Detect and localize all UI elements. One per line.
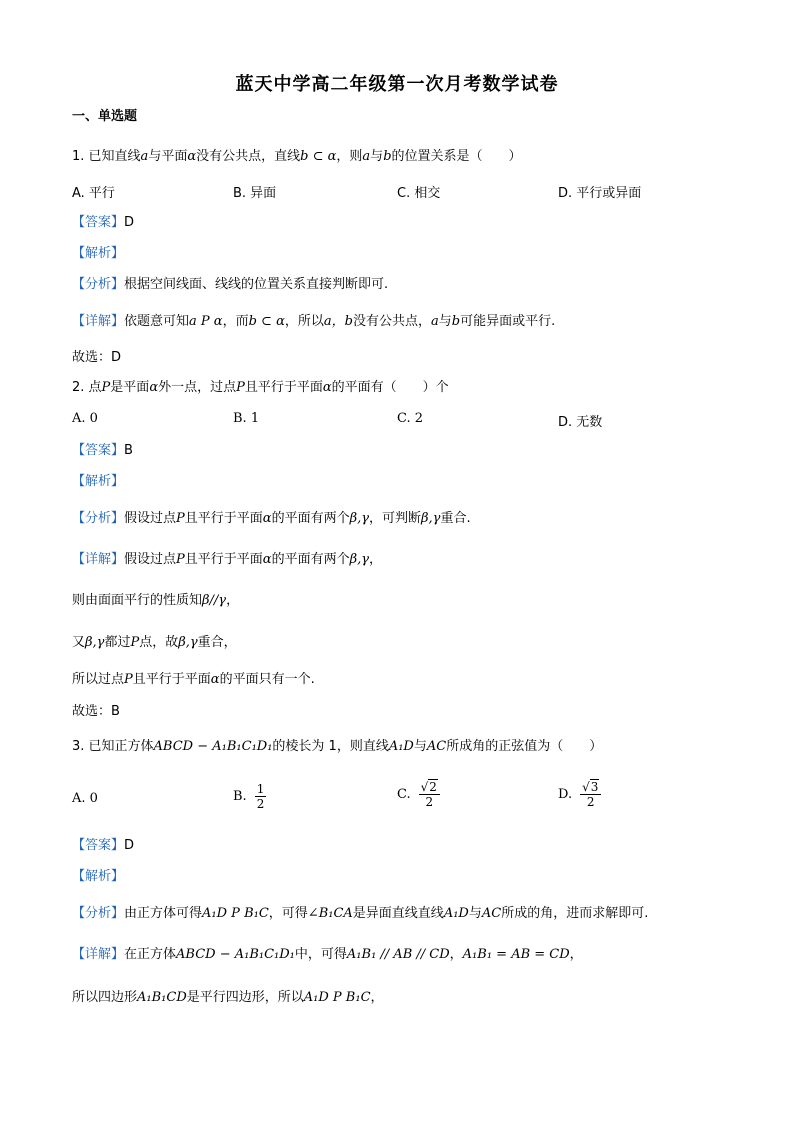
text: ，则 [336, 149, 363, 164]
text: 的位置关系是（ ） [391, 149, 522, 164]
text: 1. 已知直线 [72, 149, 141, 164]
numerator: 1 [256, 782, 265, 796]
math: ∠B₁CA [307, 906, 353, 921]
answer-value: B [124, 443, 133, 458]
text: 假设过点 [124, 552, 177, 567]
math: P [130, 635, 140, 650]
fraction [419, 780, 440, 809]
question-2-detail [72, 551, 382, 569]
math: β,γ [349, 552, 370, 567]
numerator [419, 780, 440, 795]
text: ，所以 [284, 314, 324, 329]
math: α [262, 511, 272, 526]
question-2-fenxi [72, 510, 471, 528]
question-3-detail-line2 [72, 989, 384, 1007]
question-2-detail-line2 [72, 592, 239, 610]
text: 的平面有（ ）个 [331, 380, 449, 395]
option-a: A. 0 [72, 411, 98, 426]
fenxi-label: 【分析】 [72, 511, 125, 526]
analysis-label: 【解析】 [72, 869, 125, 884]
math: β,γ [421, 511, 441, 526]
xiangjie-label: 【详解】 [72, 947, 125, 962]
text: 且平行于平面 [184, 552, 263, 567]
math: b [383, 149, 392, 164]
text: 可能异面或平行. [460, 314, 556, 329]
text: 假设过点 [124, 511, 177, 526]
question-3-detail [72, 946, 583, 964]
math: a [140, 149, 149, 164]
math: α [187, 149, 197, 164]
question-2-stem [72, 379, 449, 397]
denominator: 2 [256, 797, 265, 811]
question-2-detail-line3 [72, 634, 237, 652]
option-label: D. [558, 787, 573, 802]
question-2-answer [72, 442, 133, 460]
analysis-label: 【解析】 [72, 246, 125, 261]
text: 没有公共点， [352, 314, 431, 329]
radicand: 2 [429, 780, 437, 794]
answer-value: D [124, 838, 135, 853]
text: 点，故 [139, 635, 179, 650]
question-3-analysis-label [72, 868, 124, 886]
question-3-fenxi [72, 905, 648, 923]
text: 是平行四边形，所以 [186, 990, 304, 1005]
option-c: C. 2 [397, 411, 424, 426]
text: 的平面只有一个. [219, 672, 315, 687]
answer-label: 【答案】 [72, 443, 125, 458]
text: 依题意可知 [124, 314, 190, 329]
fenxi-label: 【分析】 [72, 906, 125, 921]
text: ， [370, 990, 384, 1005]
text: 中，可得 [294, 947, 347, 962]
option-b: B. 异面 [233, 186, 277, 201]
math: P [101, 380, 111, 395]
math: a P α [189, 314, 223, 329]
math: β,γ [85, 635, 105, 650]
math: A₁B₁ = AB = CD [462, 947, 570, 962]
question-1-conclusion: 故选：D [72, 350, 122, 365]
text: 与 [468, 906, 482, 921]
text: 的平面有两个 [271, 511, 350, 526]
text: ，可得 [268, 906, 308, 921]
answer-label: 【答案】 [72, 215, 125, 230]
text: 且平行于平面 [244, 380, 323, 395]
math: b ⊂ α [248, 314, 285, 329]
denominator: 2 [425, 795, 434, 809]
option-label: B. [233, 789, 247, 804]
math: A₁B₁CD [137, 990, 187, 1005]
radicand: 3 [590, 780, 599, 794]
xiangjie-label: 【详解】 [72, 552, 125, 567]
text: ， [369, 552, 383, 567]
option-c [397, 780, 440, 809]
text: 是平面 [110, 380, 150, 395]
math: P [176, 511, 185, 526]
question-3-stem [72, 738, 602, 756]
text: 3. 已知正方体 [72, 739, 154, 754]
text: 都过 [104, 635, 131, 650]
question-1-detail [72, 313, 555, 331]
text: ， [226, 593, 240, 608]
question-1-analysis-label [72, 245, 124, 263]
question-1-fenxi [72, 276, 388, 294]
text: 所以四边形 [72, 990, 138, 1005]
math: a [430, 314, 439, 329]
option-d: D. 平行或异面 [558, 186, 642, 201]
text: 又 [72, 635, 86, 650]
math: b [451, 314, 461, 329]
math: b ⊂ α [300, 149, 337, 164]
text: 没有公共点，直线 [196, 149, 301, 164]
math: AC [481, 906, 502, 921]
math: a [362, 149, 371, 164]
option-c: C. 相交 [397, 186, 441, 201]
page-title: 蓝天中学高二年级第一次月考数学试卷 [235, 74, 559, 95]
text: 与 [413, 739, 427, 754]
math: β,γ [349, 511, 370, 526]
math: ABCD − A₁B₁C₁D₁ [153, 739, 273, 754]
text: 所成角的正弦值为（ ） [446, 739, 603, 754]
option-a: A. 平行 [72, 186, 115, 201]
text: ，可判断 [369, 511, 422, 526]
text: 外一点，过点 [158, 380, 237, 395]
sqrt-symbol: √3 [582, 780, 599, 794]
text: 所以过点 [72, 672, 125, 687]
text: 重合. [440, 511, 471, 526]
text: 是异面直线直线 [352, 906, 444, 921]
text: 的平面有两个 [271, 552, 350, 567]
text: 由正方体可得 [124, 906, 203, 921]
math: A₁D [443, 906, 469, 921]
question-2-analysis-label [72, 473, 124, 491]
math: A₁D [388, 739, 414, 754]
option-b: B. 1 [233, 411, 260, 426]
option-a: A. 0 [72, 791, 98, 806]
answer-label: 【答案】 [72, 838, 125, 853]
text: ， [569, 947, 583, 962]
sqrt-symbol: √2 [420, 780, 437, 794]
text: 与 [370, 149, 384, 164]
text: 与 [438, 314, 452, 329]
xiangjie-label: 【详解】 [72, 314, 125, 329]
question-1-stem [72, 148, 522, 166]
option-d: D. 无数 [558, 415, 603, 430]
section-heading: 一、单选题 [72, 109, 138, 124]
answer-value: D [124, 215, 135, 230]
text: 重合， [197, 635, 237, 650]
text: 在正方体 [124, 947, 177, 962]
math: α [322, 380, 332, 395]
text: 所成的角，进而求解即可. [501, 906, 649, 921]
math: α [149, 380, 159, 395]
math: A₁D P B₁C [303, 990, 371, 1005]
question-3-answer [72, 837, 134, 855]
math: α [210, 672, 220, 687]
math: ABCD − A₁B₁C₁D₁ [176, 947, 295, 962]
option-b [233, 782, 266, 811]
question-1-answer [72, 214, 134, 232]
math: β//γ [202, 593, 227, 608]
math: A₁B₁ // AB // CD [346, 947, 450, 962]
text: ， [449, 947, 463, 962]
math: a，b [323, 314, 353, 329]
option-label: C. [397, 787, 411, 802]
math: P [236, 380, 245, 395]
text: 根据空间线面、线线的位置关系直接判断即可. [124, 277, 389, 292]
math: P [176, 552, 185, 567]
fraction [580, 780, 601, 809]
text: ，而 [222, 314, 249, 329]
text: 与平面 [148, 149, 188, 164]
analysis-label: 【解析】 [72, 474, 125, 489]
text: 的棱长为 1，则直线 [272, 739, 389, 754]
fenxi-label: 【分析】 [72, 277, 125, 292]
text: 且平行于平面 [132, 672, 211, 687]
math: α [262, 552, 272, 567]
text: 则由面面平行的性质知 [72, 593, 203, 608]
math: P [124, 672, 133, 687]
math: β,γ [178, 635, 198, 650]
option-d [558, 780, 601, 809]
numerator [580, 780, 601, 795]
question-2-detail-line4 [72, 671, 315, 689]
question-3-options [72, 780, 722, 820]
fraction [255, 782, 267, 811]
math: AC [426, 739, 447, 754]
question-2-conclusion: 故选：B [72, 704, 120, 719]
text: 2. 点 [72, 380, 102, 395]
denominator: 2 [586, 795, 595, 809]
math: A₁D P B₁C [202, 906, 269, 921]
text: 且平行于平面 [184, 511, 263, 526]
